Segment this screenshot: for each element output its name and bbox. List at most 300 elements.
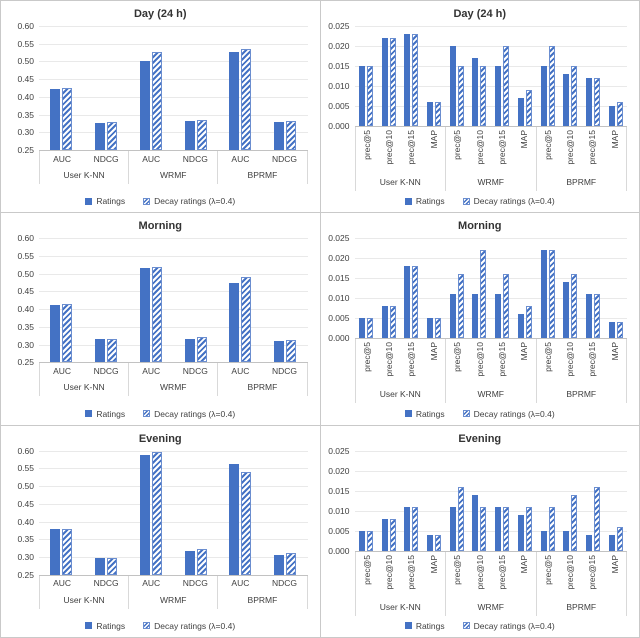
y-tick-label: 0.25 (17, 357, 34, 368)
bar-pair (582, 451, 605, 551)
x-axis-metric-label: prec@5 (452, 342, 463, 373)
bar-decay-ratings (390, 38, 396, 126)
bar-decay-ratings (549, 46, 555, 126)
chart-morning-ranking-metrics (1, 213, 320, 424)
group-label-slot (537, 173, 627, 191)
bar-decay-ratings (390, 519, 396, 551)
bar-pair (377, 26, 400, 126)
bar-ratings (359, 318, 365, 338)
bar-pair (377, 451, 400, 551)
bar-groups (39, 451, 308, 575)
bar-ratings (382, 519, 388, 551)
metric-label-slot (468, 552, 490, 598)
metric-label-slot (559, 552, 581, 598)
x-axis-group-row (39, 378, 308, 396)
chart-day-24h-precision-metrics (321, 1, 640, 212)
x-axis-metric-label: MAP (519, 554, 530, 574)
y-tick-label: 0.30 (17, 551, 34, 562)
bar-decay-ratings (503, 46, 509, 126)
metric-label-slot (604, 127, 626, 173)
bar-ratings (359, 531, 365, 551)
group-label-cell (39, 378, 128, 396)
bar-ratings (563, 74, 569, 126)
x-axis-metric-label: MAP (609, 130, 620, 149)
metric-label-slot (513, 339, 535, 385)
bar-decay-ratings (594, 294, 600, 338)
x-axis-group-label: BPRMF (566, 177, 597, 187)
bar-pair (377, 238, 400, 338)
ratings-swatch-icon (405, 410, 412, 417)
y-tick-label: 0.30 (17, 127, 34, 138)
bar-groups (355, 238, 628, 338)
bar-ratings (382, 306, 388, 338)
x-axis-group-row (355, 385, 628, 403)
bar-pair (513, 451, 536, 551)
x-axis-group-label: User K-NN (379, 601, 421, 612)
decay-ratings-swatch-icon (463, 198, 470, 205)
group-label-cell (217, 166, 307, 184)
legend-label: Decay ratings (λ=0.4) (154, 196, 236, 207)
chart-body (5, 445, 308, 609)
chart-morning-precision-metrics (321, 213, 640, 424)
x-axis-metric-label: prec@10 (384, 130, 395, 165)
x-axis-metric-row (39, 576, 308, 591)
metric-label-group (536, 127, 628, 173)
bar-pair (263, 26, 308, 150)
legend (321, 405, 640, 425)
y-tick-label: 0.005 (328, 101, 350, 111)
chart-title: Morning (138, 220, 182, 233)
bar-ratings (541, 531, 547, 551)
metric-label-slot (40, 151, 84, 166)
bar-decay-ratings (241, 49, 251, 150)
bar-pair (355, 26, 378, 126)
legend-item-ratings (85, 409, 125, 419)
bar-ratings (140, 268, 150, 362)
x-axis-metric-label: AUC (142, 578, 161, 589)
bar-pair (84, 26, 129, 150)
metric-label-slot (356, 127, 378, 173)
bar-decay-ratings (594, 78, 600, 126)
x-axis-group-label: WRMF (477, 601, 504, 612)
bar-ratings (95, 558, 105, 575)
metric-label-slot (356, 552, 378, 598)
x-axis-metric-label: NDCG (271, 153, 297, 164)
bar-ratings (472, 495, 478, 551)
x-axis-group-label: WRMF (160, 170, 187, 180)
legend-label: Ratings (96, 408, 126, 419)
legend-label: Ratings (415, 196, 445, 207)
y-tick-label: 0.015 (328, 273, 350, 284)
metric-label-slot (262, 576, 306, 591)
group-label-slot (40, 166, 128, 184)
x-axis-metric-label: prec@10 (565, 130, 576, 165)
bar-decay-ratings (107, 122, 117, 150)
x-axis-metric-label: prec@15 (496, 342, 507, 377)
bar-pair (513, 238, 536, 338)
x-axis-metric-row (355, 552, 628, 598)
chart-title: Day (24 h) (133, 8, 187, 20)
bar-group (445, 26, 536, 126)
x-axis-metric-label: NDCG (93, 153, 119, 164)
bar-decay-ratings (435, 535, 441, 551)
metric-label-slot (559, 339, 581, 385)
bar-group (218, 451, 308, 575)
bar-group (39, 451, 129, 575)
bar-decay-ratings (480, 507, 486, 551)
y-tick-label: 0.35 (17, 534, 34, 545)
x-axis-metric-label: NDCG (182, 578, 208, 589)
chart-title: Evening (138, 432, 182, 445)
legend-item-decay-ratings (143, 621, 235, 631)
y-tick-label: 0.55 (17, 38, 34, 49)
bar-decay-ratings (503, 507, 509, 551)
bar-decay-ratings (526, 90, 532, 126)
bar-decay-ratings (435, 318, 441, 338)
y-tick-label: 0.010 (328, 505, 350, 516)
group-label-cell (355, 173, 446, 191)
y-tick-label: 0.025 (328, 445, 350, 456)
chart-evening-ranking-metrics (1, 426, 320, 637)
legend (1, 617, 320, 637)
bar-decay-ratings (62, 529, 72, 575)
x-axis-metric-label: prec@15 (406, 130, 417, 165)
bar-group (39, 26, 129, 150)
metric-label-group (355, 339, 446, 385)
bar-pair (559, 451, 582, 551)
y-axis (325, 21, 355, 131)
bar-ratings (50, 305, 60, 362)
bar-decay-ratings (412, 266, 418, 338)
plot-column (39, 451, 308, 609)
bar-pair (423, 238, 446, 338)
bar-groups (39, 238, 308, 362)
bar-decay-ratings (480, 250, 486, 338)
bar-pair (129, 238, 174, 362)
metric-label-slot (537, 552, 559, 598)
bar-group (39, 238, 129, 362)
x-axis-metric-label: prec@15 (406, 554, 417, 590)
group-label-cell (217, 591, 307, 609)
bar-groups (355, 26, 628, 126)
x-axis-group-label: User K-NN (63, 382, 105, 393)
bar-decay-ratings (503, 274, 509, 338)
x-axis-group-row (39, 166, 308, 184)
bar-ratings (274, 122, 284, 150)
bar-ratings (140, 61, 150, 150)
y-tick-label: 0.025 (328, 233, 350, 244)
metric-label-group (217, 363, 307, 378)
y-tick-label: 0.30 (17, 339, 34, 350)
y-tick-label: 0.45 (17, 498, 34, 509)
bar-pair (173, 26, 218, 150)
metric-label-group (536, 552, 628, 598)
metric-label-slot (40, 576, 84, 591)
group-label-slot (537, 598, 627, 616)
metric-label-slot (378, 339, 400, 385)
metric-label-slot (491, 552, 513, 598)
x-axis-group-label: WRMF (160, 594, 187, 605)
metric-label-slot (84, 363, 128, 378)
group-label-cell (445, 598, 536, 616)
bar-decay-ratings (152, 452, 162, 575)
x-axis-group-label: User K-NN (379, 389, 421, 400)
bar-decay-ratings (152, 52, 162, 150)
bar-pair (218, 451, 263, 575)
bar-decay-ratings (571, 274, 577, 338)
x-axis-metric-label: prec@10 (384, 554, 395, 590)
legend-item-ratings (405, 409, 445, 419)
plot-column (39, 238, 308, 396)
bar-pair (400, 26, 423, 126)
x-axis-metric-label: prec@5 (361, 342, 372, 373)
metric-label-slot (262, 363, 306, 378)
y-tick-label: 0.50 (17, 481, 34, 492)
x-axis-metric-label: prec@15 (496, 130, 507, 165)
legend-item-decay-ratings (463, 409, 555, 419)
bar-decay-ratings (526, 306, 532, 338)
ratings-swatch-icon (85, 198, 92, 205)
bar-pair (400, 238, 423, 338)
x-axis-metric-label: prec@5 (361, 554, 372, 585)
legend-label: Decay ratings (λ=0.4) (154, 408, 236, 419)
bar-ratings (427, 535, 433, 551)
bar-ratings (518, 314, 524, 338)
metric-label-group (445, 552, 536, 598)
bar-decay-ratings (617, 322, 623, 338)
bar-pair (218, 238, 263, 362)
bar-decay-ratings (62, 88, 72, 150)
y-tick-label: 0.35 (17, 321, 34, 332)
x-axis-group-label: User K-NN (379, 177, 421, 187)
y-tick-label: 0.40 (17, 91, 34, 102)
bar-ratings (495, 507, 501, 551)
bar-group (355, 238, 446, 338)
group-label-cell (355, 598, 446, 616)
chart-body (325, 233, 628, 403)
y-tick-label: 0.010 (328, 293, 350, 304)
bar-decay-ratings (458, 487, 464, 551)
bar-decay-ratings (286, 121, 296, 150)
x-axis-group-label: User K-NN (63, 170, 105, 180)
metric-label-slot (446, 552, 468, 598)
bar-pair (468, 26, 491, 126)
bar-decay-ratings (617, 527, 623, 551)
metric-label-slot (378, 127, 400, 173)
bar-pair (536, 451, 559, 551)
metric-label-slot (423, 339, 445, 385)
y-tick-label: 0.35 (17, 109, 34, 120)
y-axis (325, 233, 355, 344)
y-tick-label: 0.60 (17, 21, 34, 31)
bar-ratings (427, 102, 433, 126)
metric-label-slot (446, 339, 468, 385)
bar-decay-ratings (367, 66, 373, 126)
bar-decay-ratings (571, 66, 577, 126)
bar-ratings (427, 318, 433, 338)
metric-label-slot (513, 127, 535, 173)
group-label-slot (40, 378, 128, 396)
bar-pair (355, 238, 378, 338)
metric-label-slot (173, 363, 217, 378)
metric-label-slot (400, 552, 422, 598)
bar-decay-ratings (62, 304, 72, 362)
metric-label-group (355, 127, 446, 173)
bar-ratings (563, 282, 569, 338)
metric-label-slot (537, 127, 559, 173)
x-axis-metric-row (355, 339, 628, 385)
plot-area (39, 26, 308, 151)
bar-ratings (450, 507, 456, 551)
bar-group (536, 26, 627, 126)
x-axis-metric-label: MAP (519, 130, 530, 149)
bar-pair (491, 238, 514, 338)
y-tick-label: 0.60 (17, 445, 34, 456)
legend-label: Ratings (415, 620, 445, 631)
group-label-cell (217, 378, 307, 396)
x-axis-metric-label: prec@10 (565, 554, 576, 590)
metric-label-group (128, 151, 217, 166)
legend-item-decay-ratings (143, 196, 235, 206)
y-tick-label: 0.000 (328, 121, 350, 131)
y-tick-label: 0.020 (328, 41, 350, 51)
chart-body (5, 21, 308, 184)
x-axis-metric-label: AUC (53, 153, 72, 164)
group-label-cell (39, 591, 128, 609)
metric-label-slot (84, 576, 128, 591)
x-axis-group-label: BPRMF (566, 601, 597, 612)
chart-title: Day (24 h) (453, 8, 507, 20)
x-axis-metric-label: AUC (231, 153, 250, 164)
bar-ratings (95, 339, 105, 362)
metric-label-slot (468, 127, 490, 173)
bar-pair (445, 26, 468, 126)
bar-pair (604, 26, 627, 126)
x-axis-metric-label: AUC (231, 365, 250, 376)
legend-item-ratings (85, 621, 125, 631)
legend (1, 192, 320, 212)
bar-pair (582, 238, 605, 338)
x-axis-metric-label: AUC (53, 365, 72, 376)
legend (321, 617, 640, 637)
bar-ratings (382, 38, 388, 126)
group-label-slot (218, 166, 306, 184)
bar-group (445, 451, 536, 551)
bar-decay-ratings (241, 277, 251, 363)
ratings-swatch-icon (85, 410, 92, 417)
legend-label: Ratings (96, 620, 126, 631)
bar-pair (355, 451, 378, 551)
y-tick-label: 0.50 (17, 268, 34, 279)
bar-ratings (609, 322, 615, 338)
x-axis-group-label: BPRMF (247, 382, 278, 393)
bar-decay-ratings (152, 267, 162, 363)
group-label-cell (445, 385, 536, 403)
x-axis-metric-label: AUC (142, 153, 161, 164)
metric-label-group (445, 127, 536, 173)
bar-decay-ratings (594, 487, 600, 551)
bar-ratings (185, 339, 195, 362)
group-label-slot (356, 598, 446, 616)
bar-pair (604, 451, 627, 551)
bar-ratings (518, 98, 524, 126)
bar-ratings (609, 535, 615, 551)
bar-ratings (586, 78, 592, 126)
bar-pair (39, 238, 84, 362)
group-label-slot (356, 385, 446, 403)
x-axis-metric-row (355, 127, 628, 173)
bar-group (218, 238, 308, 362)
group-label-slot (446, 598, 536, 616)
bar-group (129, 26, 219, 150)
metric-label-group (217, 576, 307, 591)
group-label-cell (445, 173, 536, 191)
bar-ratings (50, 89, 60, 150)
bar-ratings (495, 66, 501, 126)
bar-group (355, 451, 446, 551)
ratings-swatch-icon (85, 622, 92, 629)
x-axis-group-label: WRMF (477, 177, 504, 187)
legend-label: Decay ratings (λ=0.4) (473, 620, 555, 631)
group-label-cell (128, 378, 217, 396)
y-axis (5, 233, 39, 368)
metric-label-slot (173, 576, 217, 591)
bar-decay-ratings (197, 337, 207, 363)
x-axis-metric-label: MAP (519, 342, 530, 361)
bar-pair (491, 26, 514, 126)
bar-pair (263, 238, 308, 362)
bar-ratings (185, 121, 195, 150)
bar-decay-ratings (367, 318, 373, 338)
legend-item-decay-ratings (463, 196, 555, 206)
x-axis-metric-label: prec@15 (496, 554, 507, 590)
x-axis-metric-label: prec@5 (361, 130, 372, 160)
metric-label-slot (468, 339, 490, 385)
decay-ratings-swatch-icon (143, 410, 150, 417)
metric-label-slot (423, 552, 445, 598)
metric-label-slot (129, 576, 173, 591)
bar-ratings (541, 250, 547, 338)
bar-decay-ratings (197, 549, 207, 575)
x-axis-group-label: WRMF (160, 382, 187, 393)
bar-ratings (404, 34, 410, 126)
bar-decay-ratings (241, 472, 251, 575)
bar-ratings (274, 555, 284, 574)
x-axis-metric-label: MAP (428, 554, 439, 574)
bar-pair (39, 451, 84, 575)
metric-label-slot (400, 339, 422, 385)
x-axis-metric-label: prec@5 (452, 554, 463, 585)
bar-ratings (50, 529, 60, 575)
group-label-cell (128, 166, 217, 184)
y-tick-label: 0.40 (17, 304, 34, 315)
group-label-cell (536, 385, 628, 403)
metric-label-slot (173, 151, 217, 166)
bar-groups (355, 451, 628, 551)
metric-label-slot (491, 127, 513, 173)
bar-pair (536, 238, 559, 338)
group-label-cell (536, 173, 628, 191)
bar-ratings (404, 266, 410, 338)
legend-item-ratings (85, 196, 125, 206)
x-axis-metric-label: prec@10 (474, 130, 485, 165)
x-axis-metric-label: prec@10 (474, 342, 485, 377)
legend-label: Decay ratings (λ=0.4) (154, 620, 236, 631)
bar-pair (559, 26, 582, 126)
bar-pair (468, 238, 491, 338)
bar-group (129, 238, 219, 362)
metric-label-group (445, 339, 536, 385)
